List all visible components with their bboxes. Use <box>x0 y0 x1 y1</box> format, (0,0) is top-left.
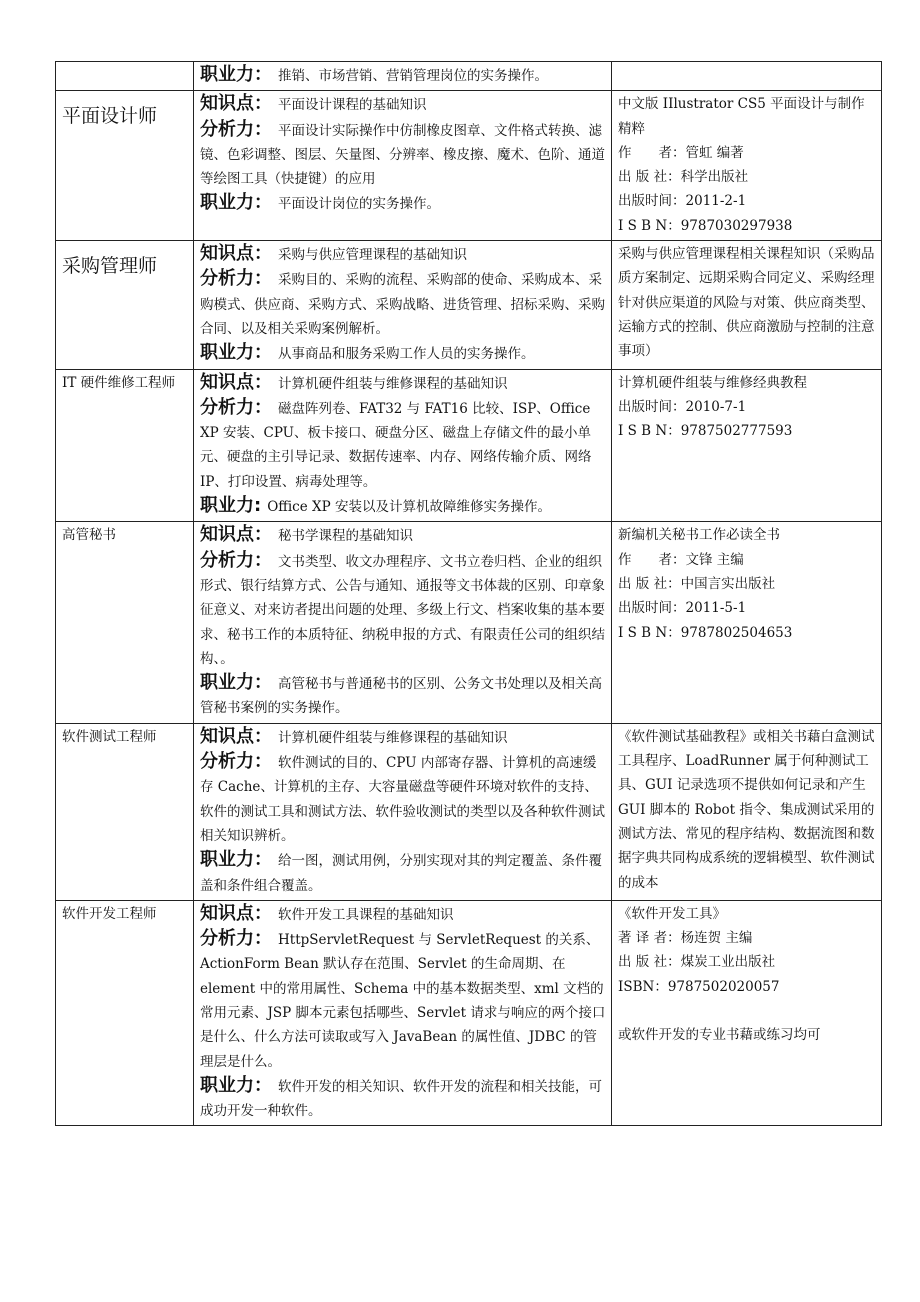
section-text: 从事商品和服务采购工作人员的实务操作。 <box>278 346 535 363</box>
description-cell <box>194 62 612 91</box>
role-cell: 软件开发工程师 <box>56 900 194 1126</box>
section-text: 计算机硬件组装与维修课程的基础知识 <box>278 729 508 746</box>
book-line: 出版时间：2010-7-1 <box>618 398 747 415</box>
book-line: 出 版 社：科学出版社 <box>618 169 749 186</box>
book-cell <box>612 241 882 369</box>
description-section <box>200 341 606 366</box>
table-row <box>56 522 882 723</box>
book-cell <box>612 91 882 241</box>
section-text: 给一图，测试用例，分别实现对其的判定覆盖、条件覆盖和条件组合覆盖。 <box>200 853 602 894</box>
section-label: 知识点： <box>200 725 272 747</box>
book-cell <box>612 62 882 91</box>
book-line: 《软件开发工具》 <box>618 905 726 922</box>
description-cell <box>194 369 612 522</box>
section-text: 平面设计课程的基础知识 <box>278 97 427 114</box>
book-cell <box>612 369 882 522</box>
book-line: 出版时间：2011-5-1 <box>618 600 747 617</box>
book-line: 出版时间：2011-2-1 <box>618 193 747 210</box>
section-label: 分析力： <box>200 268 272 290</box>
book-line: 中文版 IIlustrator CS5 平面设计与制作精粹 <box>618 96 865 137</box>
role-cell: IT 硬件维修工程师 <box>56 369 194 522</box>
book-cell <box>612 522 882 723</box>
book-line: I S B N：9787802504653 <box>618 624 793 641</box>
section-text: 推销、市场营销、营销管理岗位的实务操作。 <box>278 68 548 84</box>
section-label: 职业力： <box>200 672 272 694</box>
section-text: 平面设计岗位的实务操作。 <box>278 196 440 213</box>
section-label: 分析力： <box>200 549 272 571</box>
course-table-body <box>56 62 882 1126</box>
section-label: 分析力： <box>200 928 272 950</box>
role-cell: 软件测试工程师 <box>56 723 194 900</box>
section-text: Office XP 安装以及计算机故障维修实务操作。 <box>267 499 552 516</box>
section-text: 文书类型、收文办理程序、文书立卷归档、企业的组织形式、银行结算方式、公告与通知、通报等文书体裁的区别、印章象征意义、对来访者提出问题的处理、多级上行文、档案收集的基本要求、秘书工作的本质特征、纳税申报的方式、有限责任公司的组织结构、。 <box>200 553 605 667</box>
book-line: 作 者：文锋 主编 <box>618 551 744 568</box>
book-line: 或软件开发的专业书藉或练习均可 <box>618 1026 821 1043</box>
section-text: 计算机硬件组装与维修课程的基础知识 <box>278 375 508 392</box>
section-label: 知识点： <box>200 524 272 546</box>
description-section <box>200 494 606 519</box>
book-line: 计算机硬件组装与维修经典教程 <box>618 374 807 391</box>
description-section <box>200 63 606 88</box>
section-label: 知识点： <box>200 902 272 924</box>
book-cell <box>612 723 882 900</box>
description-section <box>200 750 606 848</box>
role-cell: 高管秘书 <box>56 522 194 723</box>
section-text: 采购与供应管理课程的基础知识 <box>278 247 467 264</box>
table-row <box>56 900 882 1126</box>
role-cell <box>56 62 194 91</box>
description-section <box>200 848 606 898</box>
book-line: I S B N：9787030297938 <box>618 217 793 234</box>
book-line: 作 者：管虹 编著 <box>618 144 744 161</box>
section-label: 职业力: <box>200 495 262 517</box>
description-section <box>200 523 606 548</box>
book-line: 出 版 社：中国言实出版社 <box>618 575 776 592</box>
description-section <box>200 242 606 267</box>
description-section <box>200 396 606 494</box>
table-row <box>56 62 882 91</box>
description-cell <box>194 522 612 723</box>
description-section <box>200 549 606 671</box>
book-line: 出 版 社：煤炭工业出版社 <box>618 954 776 971</box>
section-label: 知识点： <box>200 243 272 265</box>
book-line: I S B N：9787502777593 <box>618 423 793 440</box>
description-section <box>200 725 606 750</box>
section-text: 秘书学课程的基础知识 <box>278 528 413 545</box>
description-section <box>200 267 606 341</box>
course-table <box>55 61 882 1126</box>
description-cell <box>194 91 612 241</box>
book-line: 《软件测试基础教程》或相关书藉白盒测试工具程序、LoadRunner 属于何种测试工具、GUI 记录选项不提供如何记录和产生 GUI 脚本的 Robot 指令、集成测试采用的测试方法、常见的程序结构、数据流图和数据字典共同构成系统的逻辑模型、软件测试的成本 <box>618 728 875 891</box>
description-section <box>200 671 606 721</box>
section-label: 职业力： <box>200 1074 272 1096</box>
role-cell: 采购管理师 <box>56 241 194 369</box>
description-section <box>200 902 606 927</box>
book-line: ISBN：9787502020057 <box>618 978 780 995</box>
section-text: HttpServletRequest 与 ServletRequest 的关系、ActionForm Bean 默认存在范围、Servlet 的生命周期、在 element 中的常用属性、Schema 中的基本数据类型、xml 文档的常用元素、JSP 脚本元素包括哪些、Servlet 请求与响应的两个接口是什么、什么方法可读取或写入 JavaBean 的属性值、JDBC 的管理层是什么。 <box>200 932 606 1070</box>
section-text: 软件开发工具课程的基础知识 <box>278 906 454 923</box>
description-section <box>200 1074 606 1124</box>
section-label: 分析力： <box>200 118 272 140</box>
section-label: 职业力： <box>200 849 272 871</box>
section-text: 高管秘书与普通秘书的区别、公务文书处理以及相关高管秘书案例的实务操作。 <box>200 676 602 717</box>
section-label: 职业力： <box>200 64 272 85</box>
book-line <box>618 999 876 1023</box>
role-cell: 平面设计师 <box>56 91 194 241</box>
book-line: 著 译 者：杨连贺 主编 <box>618 930 753 947</box>
table-row <box>56 91 882 241</box>
book-line: 新编机关秘书工作必读全书 <box>618 527 780 544</box>
section-label: 知识点： <box>200 371 272 393</box>
section-text: 平面设计实际操作中仿制橡皮图章、文件格式转换、滤镜、色彩调整、图层、矢量图、分辨率、橡皮擦、魔术、色阶、通道等绘图工具（快捷键）的应用 <box>200 122 605 188</box>
section-text: 软件开发的相关知识、软件开发的流程和相关技能，可成功开发一种软件。 <box>200 1078 602 1120</box>
section-text: 采购目的、采购的流程、采购部的使命、采购成本、采购模式、供应商、采购方式、采购战略、进货管理、招标采购、采购合同、以及相关采购案例解析。 <box>200 272 605 337</box>
section-text: 磁盘阵列卷、FAT32 与 FAT16 比较、ISP、Office XP 安装、CPU、板卡接口、硬盘分区、磁盘上存储文件的最小单元、硬盘的主引导记录、数据传速率、内存、网络传输介质、网络 IP、打印设置、病毒处理等。 <box>200 400 592 490</box>
description-section <box>200 92 606 117</box>
description-section <box>200 371 606 396</box>
description-section <box>200 927 606 1074</box>
description-cell <box>194 241 612 369</box>
description-cell <box>194 900 612 1126</box>
description-cell <box>194 723 612 900</box>
section-label: 知识点： <box>200 93 272 115</box>
section-text: 软件测试的目的、CPU 内部寄存器、计算机的高速缓存 Cache、计算机的主存、大容量磁盘等硬件环境对软件的支持、软件的测试工具和测试方法、软件验收测试的类型以及各种软件测试相关知识辨析。 <box>200 755 605 844</box>
book-cell <box>612 900 882 1126</box>
section-label: 分析力： <box>200 396 272 418</box>
table-row <box>56 369 882 522</box>
description-section <box>200 191 606 216</box>
section-label: 分析力： <box>200 751 272 773</box>
table-row <box>56 241 882 369</box>
description-section <box>200 118 606 192</box>
book-line: 采购与供应管理课程相关课程知识（采购品质方案制定、远期采购合同定义、采购经理针对供应渠道的风险与对策、供应商类型、运输方式的控制、供应商激励与控制的注意事项） <box>618 246 875 360</box>
section-label: 职业力： <box>200 342 272 364</box>
section-label: 职业力： <box>200 192 272 214</box>
table-row <box>56 723 882 900</box>
